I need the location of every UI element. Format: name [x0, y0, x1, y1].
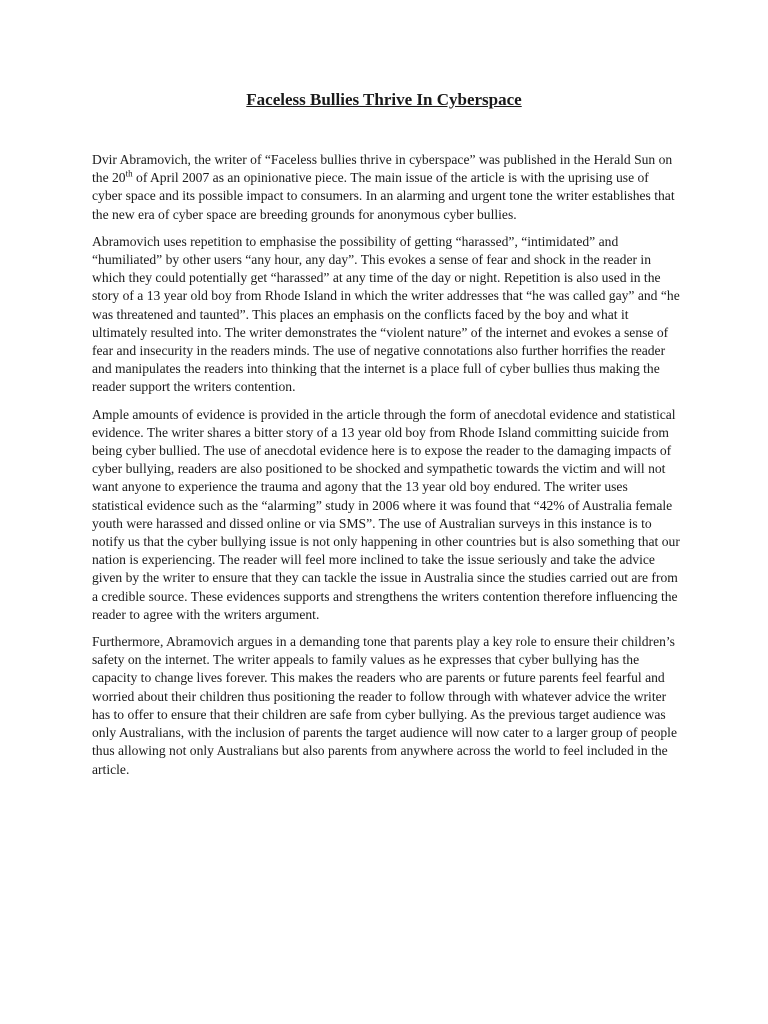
paragraph-intro-end: of April 2007 as an opinionative piece. The main issue of the article is with the uprising use of cyber space and its possible impact to consumers. In an alarming and urgent tone the writer establishes that the new era of cyber space are breeding grounds for anonymous cyber bullies.: [92, 170, 675, 222]
document-body: [92, 151, 680, 788]
paragraph-evidence: Ample amounts of evidence is provided in the article through the form of anecdotal evidence and statistical evidence. The writer shares a bitter story of a 13 year old boy from Rhode Island committing suicide from being cyber bullied. The use of anecdotal evidence here is to expose the reader to the damaging impacts of cyber bullying, readers are also positioned to be shocked and sympathetic towards the victim and will not want anyone to experience the trauma and agony that the 13 year old boy endured. The writer uses statistical evidence such as the “alarming” study in 2006 where it was found that “42% of Australia female youth were harassed and dissed online or via SMS”. The use of Australian surveys in this instance is to notify us that the cyber bullying issue is not only happening in other countries but is also something that our nation is experiencing. The reader will feel more inclined to take the issue seriously and take the advice given by the writer to ensure that they can tackle the issue in Australia since the studies carried out are from a credible source. These evidences supports and strengthens the writers contention therefore influencing the reader to agree with the writers argument.: [92, 406, 680, 622]
paragraph-repetition: Abramovich uses repetition to emphasise the possibility of getting “harassed”, “intimidated” and “humiliated” by other users “any hour, any day”. This evokes a sense of fear and shock in the reader in which they could potentially get “harassed” at any time of the day or night. Repetition is also used in the story of a 13 year old boy from Rhode Island in which the writer addresses that “he was called gay” and “he was threatened and taunted”. This places an emphasis on the conflicts faced by the boy and what it ultimately resulted into. The writer demonstrates the “violent nature” of the internet and evokes a sense of fear and insecurity in the readers minds. The use of negative connotations also further horrifies the reader and manipulates the readers into thinking that the internet is a place full of cyber bullies thus making the reader support the writers contention.: [92, 233, 680, 395]
document-title: Faceless Bullies Thrive In Cyberspace: [246, 90, 522, 109]
paragraph-parents: Furthermore, Abramovich argues in a demanding tone that parents play a key role to ensure their children’s safety on the internet. The writer appeals to family values as he expresses that cyber bullying has the capacity to change lives forever. This makes the readers who are parents or future parents feel fearful and worried about their children thus positioning the reader to follow through with whatever advice the writer has to offer to ensure that their children are safe from cyber bullying. As the previous target audience was only Australians, with the inclusion of parents the target audience will now cater to a larger group of people thus allowing not only Australians but also parents from anywhere across the world to feel included in the article.: [92, 634, 677, 777]
date-ordinal-superscript: th: [125, 168, 133, 179]
paragraph-intro: [92, 151, 680, 224]
paragraph-intro-start: Dvir Abramovich, the writer of “Faceless bullies thrive in cyberspace” was published in the Herald Sun on the 20: [92, 152, 673, 186]
